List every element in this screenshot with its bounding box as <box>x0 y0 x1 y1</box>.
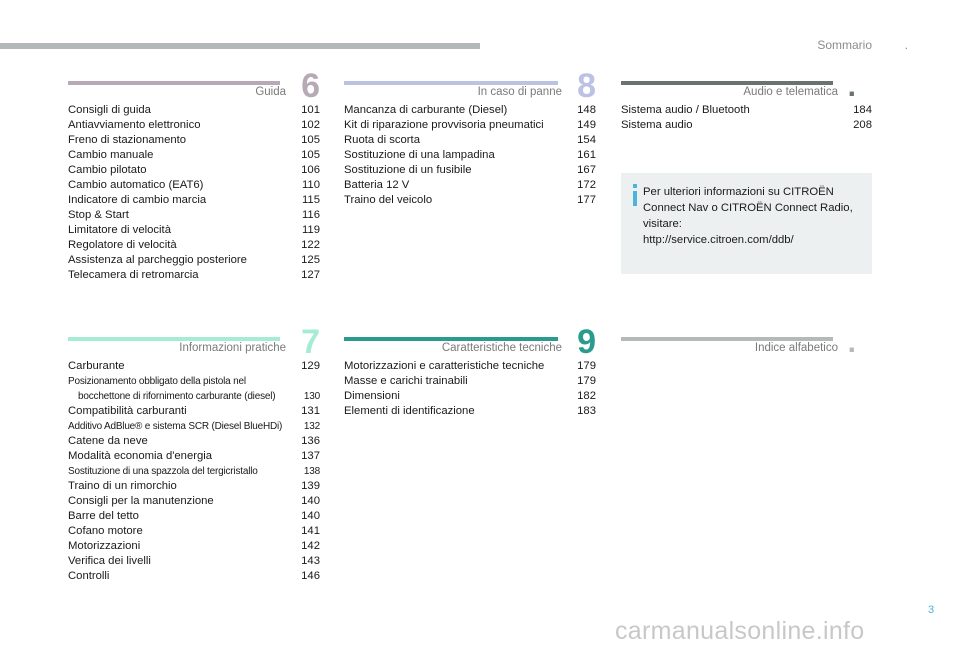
toc-entry-label: Ruota di scorta <box>344 134 420 146</box>
toc-entry-page: 138 <box>303 466 320 477</box>
toc-entry-page: 130 <box>303 391 320 402</box>
toc-entry[interactable] <box>344 193 596 208</box>
toc-entry-page: 143 <box>301 555 320 567</box>
section-caratteristiche-tecniche <box>344 323 596 419</box>
toc-entry-page: 179 <box>577 360 596 372</box>
toc-entry[interactable] <box>68 133 320 148</box>
toc-entry[interactable] <box>68 389 320 404</box>
toc-entry[interactable] <box>68 464 320 479</box>
toc-entry-page: 116 <box>301 209 320 221</box>
page-title: Sommario <box>817 38 872 52</box>
section-title: Informazioni pratiche <box>179 342 286 354</box>
toc-entry[interactable] <box>621 118 872 133</box>
toc-entry[interactable] <box>344 374 596 389</box>
toc-entry[interactable] <box>68 434 320 449</box>
toc-entry-label: Verifica dei livelli <box>68 555 151 567</box>
toc-entry-label: Barre del tetto <box>68 510 139 522</box>
toc-entry-page: 131 <box>301 405 320 417</box>
toc-entry-label: Sistema audio <box>621 119 693 131</box>
toc-entry-label: Traino del veicolo <box>344 194 433 206</box>
toc-entry-label: Batteria 12 V <box>344 179 410 191</box>
toc-entry-page: 105 <box>301 134 320 146</box>
toc-entry[interactable] <box>68 554 320 569</box>
toc-entry-label: Indicatore di cambio marcia <box>68 194 207 206</box>
toc-entry-label: Antiavviamento elettronico <box>68 119 201 131</box>
toc-entry[interactable] <box>68 449 320 464</box>
toc-entry[interactable] <box>344 389 596 404</box>
toc-entry-page: 137 <box>301 450 320 462</box>
section-title: Guida <box>255 86 286 98</box>
section-dot: . <box>847 70 856 103</box>
toc-entry-page: 129 <box>301 360 320 372</box>
toc-entry-label: Mancanza di carburante (Diesel) <box>344 104 508 116</box>
toc-entry-page: 161 <box>577 149 596 161</box>
section-bar <box>344 81 558 85</box>
section-header <box>344 323 596 362</box>
section-audio-e-telematica <box>621 70 872 133</box>
toc-entry-page: 154 <box>577 134 596 146</box>
toc-entry-label: Cambio automatico (EAT6) <box>68 179 204 191</box>
info-line: Connect Nav o CITROËN Connect Radio, <box>643 202 853 214</box>
toc-entry-page: 208 <box>853 119 872 131</box>
toc-entry-page: 140 <box>301 495 320 507</box>
toc-entry-page: 146 <box>301 570 320 582</box>
toc-entry[interactable] <box>68 118 320 133</box>
toc-list <box>68 103 320 283</box>
toc-entry[interactable] <box>68 193 320 208</box>
toc-entry[interactable] <box>68 509 320 524</box>
toc-list <box>68 359 320 584</box>
section-header <box>68 323 320 362</box>
section-header <box>621 326 872 362</box>
toc-entry[interactable] <box>68 253 320 268</box>
toc-entry-page: 102 <box>301 119 320 131</box>
toc-entry-label: Regolatore di velocità <box>68 239 177 251</box>
section-number: 6 <box>301 67 320 105</box>
toc-entry-label: Sostituzione di una spazzola del tergicristallo <box>68 466 258 477</box>
info-text <box>643 184 865 248</box>
toc-entry[interactable] <box>68 569 320 584</box>
toc-entry-label: Dimensioni <box>344 390 400 402</box>
toc-entry-page: 177 <box>577 194 596 206</box>
toc-entry-label: Consigli per la manutenzione <box>68 495 214 507</box>
toc-entry-label: Controlli <box>68 570 110 582</box>
toc-entry-label: Traino di un rimorchio <box>68 480 177 492</box>
section-header <box>621 70 872 106</box>
toc-entry-label: Kit di riparazione provvisoria pneumatici <box>344 119 544 131</box>
toc-entry-label: Elementi di identificazione <box>344 405 475 417</box>
section-bar <box>68 81 280 85</box>
section-header <box>344 67 596 106</box>
section-in-caso-di-panne <box>344 67 596 208</box>
section-bar <box>344 337 558 341</box>
section-number: 8 <box>577 67 596 105</box>
toc-entry[interactable] <box>68 419 320 434</box>
toc-entry-label: Sistema audio / Bluetooth <box>621 104 750 116</box>
watermark-text: carmanualsonline.info <box>615 617 865 645</box>
info-box <box>621 173 872 274</box>
toc-entry-label: Motorizzazioni <box>68 540 141 552</box>
section-title: Indice alfabetico <box>754 342 838 354</box>
info-icon <box>633 184 637 206</box>
toc-entry-label: Compatibilità carburanti <box>68 405 187 417</box>
toc-entry-label: Cambio manuale <box>68 149 154 161</box>
section-bar <box>68 337 280 341</box>
toc-entry-page: 125 <box>301 254 320 266</box>
section-header <box>68 67 320 106</box>
toc-entry[interactable] <box>68 208 320 223</box>
toc-entry[interactable] <box>344 163 596 178</box>
info-line: visitare: <box>643 218 682 230</box>
toc-entry[interactable] <box>68 178 320 193</box>
section-title: Caratteristiche tecniche <box>441 342 562 354</box>
toc-list <box>344 359 596 419</box>
section-dot: . <box>847 326 856 359</box>
toc-entry[interactable] <box>68 524 320 539</box>
toc-list <box>621 103 872 133</box>
toc-entry[interactable] <box>68 479 320 494</box>
toc-entry-page: 182 <box>577 390 596 402</box>
toc-entry-label: Stop & Start <box>68 209 129 221</box>
toc-entry-page: 141 <box>301 525 320 537</box>
toc-entry-label: Cambio pilotato <box>68 164 147 176</box>
section-number: 7 <box>301 323 320 361</box>
toc-entry-label: Freno di stazionamento <box>68 134 187 146</box>
toc-entry-page: 101 <box>301 104 320 116</box>
toc-entry-label: Catene da neve <box>68 435 148 447</box>
toc-entry[interactable] <box>68 494 320 509</box>
toc-entry[interactable] <box>68 374 320 389</box>
toc-entry-page: 136 <box>301 435 320 447</box>
toc-entry[interactable] <box>68 539 320 554</box>
toc-entry-page: 149 <box>577 119 596 131</box>
toc-entry-page: 105 <box>301 149 320 161</box>
section-bar <box>621 81 833 85</box>
toc-entry-page: 119 <box>301 224 320 236</box>
toc-entry-label: Sostituzione di una lampadina <box>344 149 495 161</box>
toc-list <box>344 103 596 208</box>
toc-entry-page: 167 <box>577 164 596 176</box>
toc-entry-page: 172 <box>577 179 596 191</box>
toc-entry-page: 115 <box>301 194 320 206</box>
toc-entry-label: Telecamera di retromarcia <box>68 269 199 281</box>
toc-entry[interactable] <box>68 238 320 253</box>
header-dot: . <box>904 38 908 52</box>
toc-entry[interactable] <box>68 404 320 419</box>
info-link[interactable]: http://service.citroen.com/ddb/ <box>643 234 794 246</box>
toc-entry-page: 184 <box>853 104 872 116</box>
toc-entry[interactable] <box>68 148 320 163</box>
toc-entry-page: 179 <box>577 375 596 387</box>
section-bar <box>621 337 833 341</box>
toc-entry[interactable] <box>344 118 596 133</box>
toc-entry-page: 183 <box>577 405 596 417</box>
toc-entry-label: Assistenza al parcheggio posteriore <box>68 254 247 266</box>
toc-entry-label: Posizionamento obbligato della pistola nel <box>68 376 246 387</box>
header-bar <box>0 43 480 49</box>
toc-entry-label: Motorizzazioni e caratteristiche tecniche <box>344 360 545 372</box>
section-title: Audio e telematica <box>743 86 838 98</box>
toc-entry-label: bocchettone di rifornimento carburante (diesel) <box>78 391 276 402</box>
toc-entry-page: 148 <box>577 104 596 116</box>
toc-entry-label: Masse e carichi trainabili <box>344 375 468 387</box>
toc-entry[interactable] <box>344 178 596 193</box>
section-number: 9 <box>577 323 596 361</box>
toc-entry-label: Sostituzione di un fusibile <box>344 164 472 176</box>
toc-entry-page: 140 <box>301 510 320 522</box>
toc-entry[interactable] <box>68 223 320 238</box>
toc-entry[interactable] <box>68 268 320 283</box>
toc-entry-label: Carburante <box>68 360 125 372</box>
toc-entry-label: Additivo AdBlue® e sistema SCR (Diesel BlueHDi) <box>68 421 283 432</box>
toc-entry[interactable] <box>344 148 596 163</box>
toc-entry-page: 106 <box>301 164 320 176</box>
toc-entry-label: Cofano motore <box>68 525 143 537</box>
toc-entry[interactable] <box>344 404 596 419</box>
toc-entry-page: 132 <box>303 421 320 432</box>
toc-entry-page: 122 <box>301 239 320 251</box>
toc-entry-page: 127 <box>301 269 320 281</box>
info-line: Per ulteriori informazioni su CITROËN <box>643 186 834 198</box>
toc-entry[interactable] <box>68 163 320 178</box>
toc-entry-page: 142 <box>301 540 320 552</box>
toc-entry-page: 110 <box>301 179 320 191</box>
page-number: 3 <box>928 604 935 616</box>
section-guida <box>68 67 320 283</box>
section-informazioni-pratiche <box>68 323 320 584</box>
toc-entry-label: Modalità economia d'energia <box>68 450 213 462</box>
section-title: In caso di panne <box>477 86 562 98</box>
section-indice-alfabetico <box>621 326 872 362</box>
toc-entry-label: Limitatore di velocità <box>68 224 171 236</box>
toc-entry-label: Consigli di guida <box>68 104 151 116</box>
toc-entry[interactable] <box>344 133 596 148</box>
toc-entry-page: 139 <box>301 480 320 492</box>
